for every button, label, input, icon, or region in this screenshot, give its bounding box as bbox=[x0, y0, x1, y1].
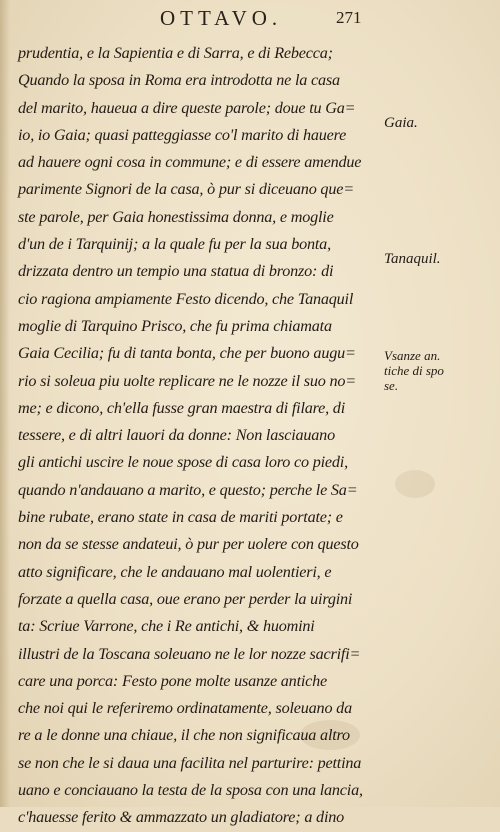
text-line: quando n'andauano a marito, e questo; perche le Sa= bbox=[18, 480, 358, 499]
text-line: del marito, haueua a dire queste parole; doue tu Ga= bbox=[18, 98, 356, 117]
text-line: re a le donne una chiaue, il che non significaua altro bbox=[18, 726, 350, 745]
text-line: ta: Scriue Varrone, che i Re antichi, & huomini bbox=[18, 617, 315, 636]
text-line: ad hauere ogni cosa in commune; e di essere amendue bbox=[18, 153, 362, 172]
margin-note-line: Vsanze an. bbox=[384, 348, 441, 363]
margin-note-gaia: Gaia. bbox=[384, 115, 418, 131]
running-head: OTTAVO. bbox=[160, 6, 283, 30]
paper-stain bbox=[395, 470, 435, 498]
text-line: prudentia, e la Sapientia e di Sarra, e di Rebecca; bbox=[18, 44, 333, 62]
text-line: Gaia Cecilia; fu di tanta bonta, che per buono augu= bbox=[18, 344, 356, 363]
text-line: moglie di Tarquino Prisco, che fu prima chiamata bbox=[18, 316, 332, 335]
page-number: 271 bbox=[336, 8, 362, 27]
text-line: cio ragiona ampiamente Festo dicendo, che Tanaquil bbox=[18, 289, 354, 308]
text-line: d'un de i Tarquinij; a la quale fu per la sua bonta, bbox=[18, 235, 331, 254]
text-line: care una porca: Festo pone molte usanze antiche bbox=[18, 671, 328, 690]
page-header bbox=[0, 4, 500, 40]
text-line: c'hauesse ferito & ammazzato un gladiatore; a dino bbox=[18, 808, 345, 827]
page-gutter-shadow bbox=[0, 0, 10, 807]
text-line: drizzata dentro un tempio una statua di bronzo: di bbox=[18, 262, 334, 281]
text-line: parimente Signori de la casa, ò pur si diceuano que= bbox=[18, 180, 354, 199]
text-line: io, io Gaia; quasi patteggiasse co'l marito di hauere bbox=[18, 125, 347, 144]
text-line: uano e conciauano la testa de la sposa con una lancia, bbox=[18, 781, 363, 800]
text-line: atto significare, che le andauano mal uolentieri, e bbox=[18, 562, 332, 581]
text-line: se non che le si daua una facilita nel parturire: pettina bbox=[18, 753, 362, 772]
margin-note-line: se. bbox=[384, 378, 399, 393]
margin-note-tanaquil: Tanaquil. bbox=[384, 251, 441, 267]
text-line: gli antichi uscire le noue spose di casa loro co piedi, bbox=[18, 453, 348, 472]
text-line: bine rubate, erano state in casa de mariti portate; e bbox=[18, 508, 343, 527]
margin-note-line: tiche di spo bbox=[384, 363, 444, 378]
body-text bbox=[18, 40, 378, 832]
text-line: Quando la sposa in Roma era introdotta ne la casa bbox=[18, 71, 340, 90]
text-line: me; e dicono, ch'ella fusse gran maestra di filare, di bbox=[18, 398, 346, 417]
text-line: che noi qui le referiremo ordinatamente, soleuano da bbox=[18, 699, 352, 718]
text-line: non da se stesse andateui, ò pur per uolere con questo bbox=[18, 535, 359, 554]
text-line: rio si soleua piu uolte replicare ne le nozze il suo no= bbox=[18, 371, 356, 390]
text-line: forzate a quella casa, oue erano per perder la uirgini bbox=[18, 589, 353, 608]
text-line: ste parole, per Gaia honestissima donna, e moglie bbox=[18, 207, 334, 226]
text-line: tessere, e di altri lauori da donne: Non lasciauano bbox=[18, 426, 335, 445]
text-line: illustri de la Toscana soleuano ne le lor nozze sacrifi= bbox=[18, 644, 361, 663]
margin-note-usanze bbox=[384, 348, 444, 393]
